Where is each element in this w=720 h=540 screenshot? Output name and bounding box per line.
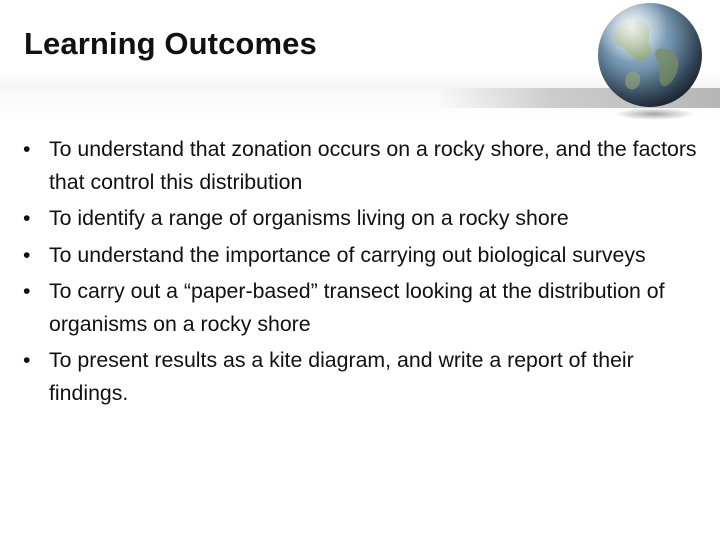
bullet-text: To identify a range of organisms living on a rocky shore <box>49 206 569 230</box>
slide-title: Learning Outcomes <box>24 26 317 61</box>
bullet-item <box>20 133 700 198</box>
bullet-item <box>20 239 700 272</box>
bullet-item <box>20 202 700 235</box>
bullet-text: To present results as a kite diagram, and write a report of their findings. <box>49 348 634 405</box>
earth-globe-icon <box>590 0 708 122</box>
bullet-item <box>20 344 700 409</box>
bullet-item <box>20 275 700 340</box>
bullet-text: To understand that zonation occurs on a rocky shore, and the factors that control this distribution <box>49 137 697 194</box>
bullet-dot: • <box>23 137 31 161</box>
bullet-list <box>20 133 700 413</box>
bullet-text: To understand the importance of carrying out biological surveys <box>49 242 646 267</box>
bullet-dot: • <box>23 348 31 372</box>
bullet-dot: • <box>23 279 31 303</box>
bullet-dot: • <box>23 206 31 230</box>
bullet-dot: • <box>23 242 31 267</box>
bullet-text: To carry out a “paper-based” transect looking at the distribution of organisms on a rocky shore <box>49 279 665 336</box>
